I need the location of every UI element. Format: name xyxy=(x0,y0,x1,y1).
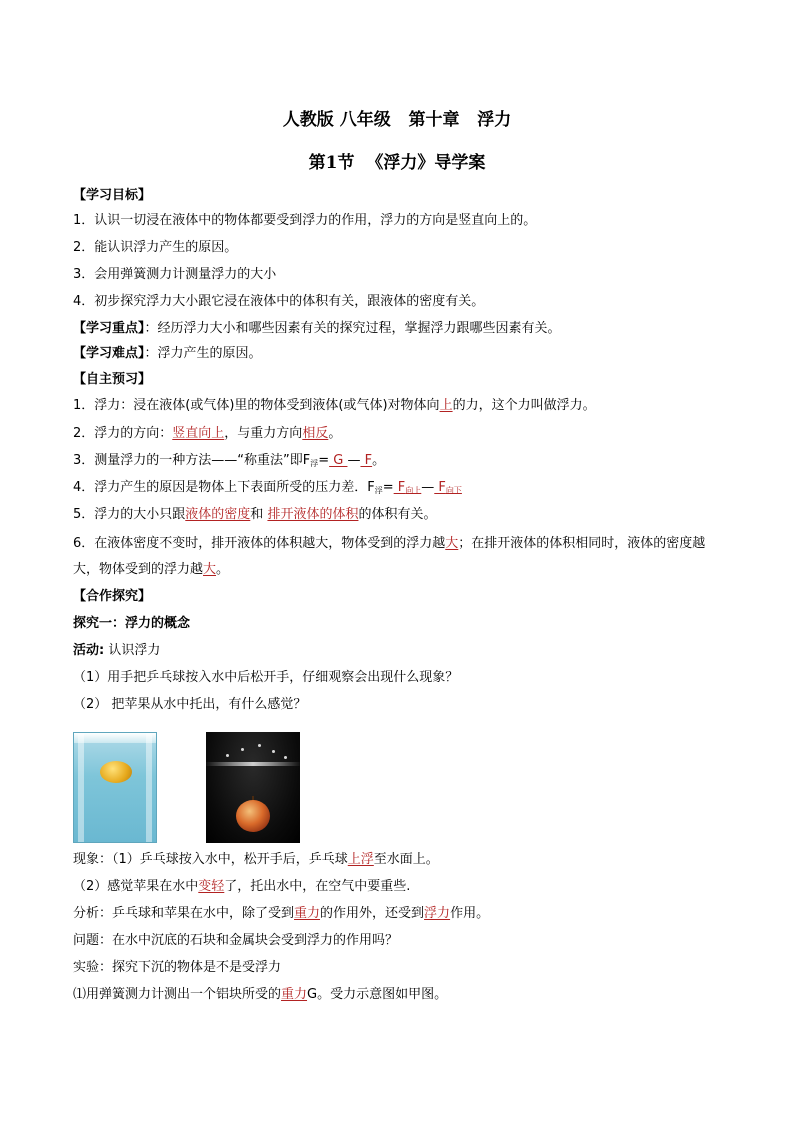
key-point xyxy=(73,319,733,339)
explore1-title: 探究一：浮力的概念 xyxy=(73,616,191,631)
text: ⑴用弹簧测力计测出一个铝块所受的 xyxy=(73,987,282,1002)
difficulty xyxy=(73,344,733,364)
text: F xyxy=(393,480,406,495)
preview-item-1 xyxy=(73,396,733,416)
subscript: 向下 xyxy=(445,486,462,495)
goal-item-4: 4．初步探究浮力大小跟它浸在液体中的体积有关，跟液体的密度有关。 xyxy=(73,294,485,309)
text: 的体积有关。 xyxy=(358,507,437,522)
text: 。 xyxy=(328,426,342,441)
text: 6．在液体密度不变时，排开液体的体积越大，物体受到的浮力越 xyxy=(73,536,446,551)
answer-blank: 液体的密度 xyxy=(185,507,251,522)
answer-blank: 竖直向上 xyxy=(172,426,225,441)
experiment-step-1 xyxy=(73,985,733,1005)
key-point-text: ：经历浮力大小和哪些因素有关的探究过程，掌握浮力跟哪些因素有关。 xyxy=(144,321,561,336)
subscript: 浮 xyxy=(310,459,319,468)
water-surface xyxy=(206,762,300,766)
question: 问题：在水中沉底的石块和金属块会受到浮力的作用吗？ xyxy=(73,933,399,948)
doc-subtitle: 第1节 《浮力》导学案 xyxy=(308,153,486,173)
cooperate-heading: 【合作探究】 xyxy=(73,589,152,604)
preview-heading: 【自主预习】 xyxy=(73,372,152,387)
text: 。 xyxy=(372,453,386,468)
text: — xyxy=(421,480,435,495)
glass-highlight xyxy=(146,733,152,842)
answer-blank: 大 xyxy=(203,562,217,577)
water-drop xyxy=(258,744,261,747)
text: 至水面上。 xyxy=(373,852,439,867)
pingpong-in-water-image xyxy=(73,732,157,843)
text: ，与重力方向 xyxy=(224,426,303,441)
activity-text: 认识浮力 xyxy=(104,643,161,658)
text: （2）感觉苹果在水中 xyxy=(73,879,199,894)
goal-item-2: 2．能认识浮力产生的原因。 xyxy=(73,240,238,255)
preview-item-5 xyxy=(73,505,733,525)
glass-highlight xyxy=(78,733,84,842)
observation-2 xyxy=(73,877,733,897)
answer-blank: 变轻 xyxy=(198,879,225,894)
activity xyxy=(73,641,733,661)
text: 2．浮力的方向： xyxy=(73,426,173,441)
text: G。受力示意图如甲图。 xyxy=(307,987,448,1002)
analysis xyxy=(73,904,733,924)
text: 3．测量浮力的一种方法——“称重法”即F xyxy=(73,453,311,468)
text: 5．浮力的大小只跟 xyxy=(73,507,186,522)
text: 4．浮力产生的原因是物体上下表面所受的压力差．F xyxy=(73,480,375,495)
answer-blank: 重力 xyxy=(294,906,321,921)
subscript: 浮 xyxy=(374,486,383,495)
water-drop xyxy=(272,750,275,753)
goal-item-1: 1．认识一切浸在液体中的物体都要受到浮力的作用，浮力的方向是竖直向上的。 xyxy=(73,213,537,228)
text: ；在排开液体的体积相同时，液体的密度越大，物体受到的浮力越 xyxy=(73,536,706,577)
text: 。 xyxy=(216,562,230,577)
text: 和 xyxy=(250,507,268,522)
key-point-label: 【学习重点】 xyxy=(73,321,145,336)
observation-1 xyxy=(73,850,733,870)
answer-blank: 大 xyxy=(445,536,459,551)
text: 现象：（1）乒乓球按入水中，松开手后，乒乓球 xyxy=(73,852,348,867)
text: F xyxy=(434,480,446,495)
preview-item-3 xyxy=(73,451,733,474)
text: 的力，这个力叫做浮力。 xyxy=(452,398,596,413)
apple xyxy=(236,800,270,832)
water-surface xyxy=(74,733,156,743)
answer-blank: 上 xyxy=(439,398,453,413)
preview-item-6 xyxy=(73,531,728,583)
answer-blank xyxy=(434,480,462,495)
doc-title: 人教版 八年级 第十章 浮力 xyxy=(282,110,512,130)
pingpong-ball xyxy=(100,761,132,783)
answer-blank xyxy=(394,480,422,495)
goal-item-3: 3．会用弹簧测力计测量浮力的大小 xyxy=(73,267,277,282)
text: = xyxy=(382,480,394,495)
difficulty-label: 【学习难点】 xyxy=(73,346,145,361)
answer-blank: 浮力 xyxy=(424,906,451,921)
answer-blank: 上浮 xyxy=(347,852,374,867)
question-2: （2） 把苹果从水中托出，有什么感觉？ xyxy=(73,697,307,712)
text: 分析：乒乓球和苹果在水中，除了受到 xyxy=(73,906,295,921)
text: 1．浮力：浸在液体(或气体)里的物体受到液体(或气体)对物体向 xyxy=(73,398,440,413)
water-drop xyxy=(284,756,287,759)
answer-blank: 排开液体的体积 xyxy=(267,507,359,522)
activity-label: 活动: xyxy=(73,643,105,658)
preview-item-4 xyxy=(73,478,733,501)
water-drop xyxy=(241,748,244,751)
question-1: （1）用手把乒乓球按入水中后松开手，仔细观察会出现什么现象？ xyxy=(73,670,459,685)
text: 了，托出水中，在空气中要重些. xyxy=(224,879,411,894)
text: 作用。 xyxy=(450,906,490,921)
answer-blank: F xyxy=(360,453,373,468)
preview-item-2 xyxy=(73,424,733,444)
answer-blank: G xyxy=(329,453,348,468)
answer-blank: 重力 xyxy=(281,987,308,1002)
goals-heading: 【学习目标】 xyxy=(73,188,152,203)
difficulty-text: ：浮力产生的原因。 xyxy=(144,346,262,361)
apple-splash-image xyxy=(206,732,300,843)
experiment: 实验：探究下沉的物体是不是受浮力 xyxy=(73,960,282,975)
water-drop xyxy=(226,754,229,757)
text: = xyxy=(318,453,330,468)
text: 的作用外，还受到 xyxy=(320,906,425,921)
answer-blank: 相反 xyxy=(302,426,329,441)
text: — xyxy=(347,453,361,468)
subscript: 向上 xyxy=(405,486,422,495)
